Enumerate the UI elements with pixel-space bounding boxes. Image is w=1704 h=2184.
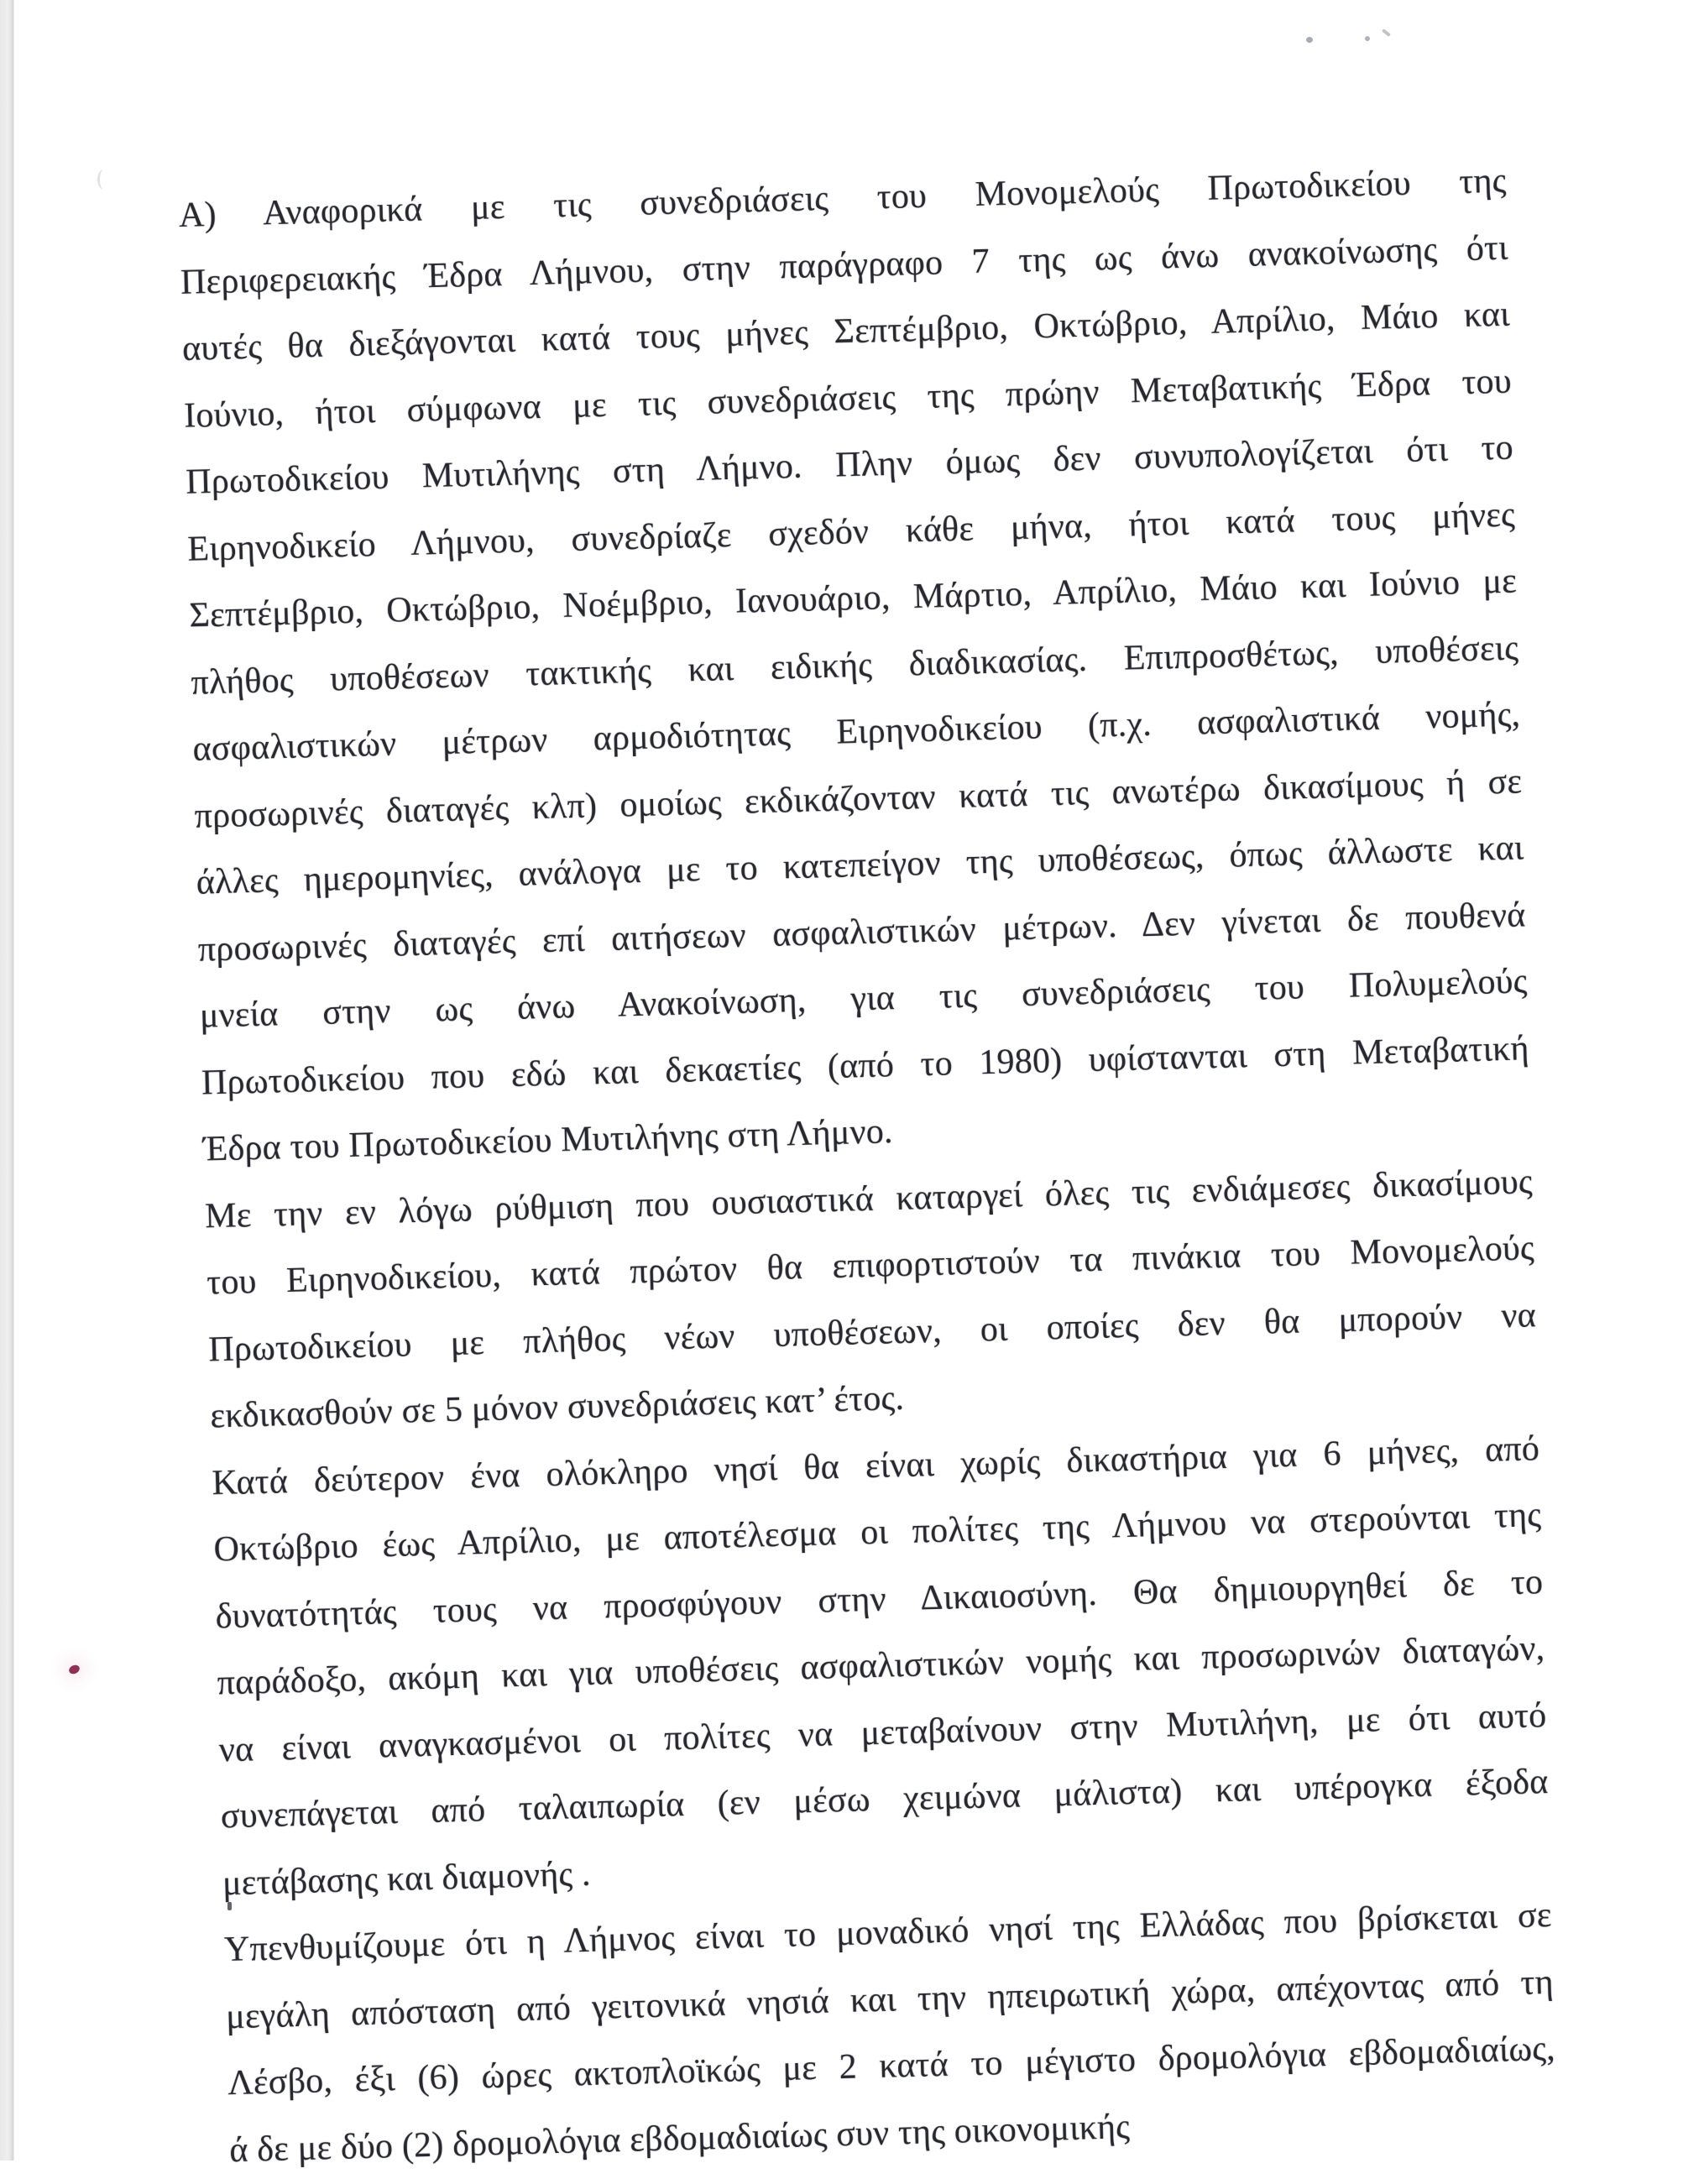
text-line: άλλες ημερομηνίες, ανάλογα με το κατεπείγον της υποθέσεως, όπως άλλωστε και [196, 828, 1524, 902]
text-line: εκδικασθούν σε 5 μόνον συνεδριάσεις κατ’ έτος. [209, 1378, 905, 1436]
text-line: να είναι αναγκασμένοι οι πολίτες να μεταβαίνουν στην Μυτιλήνη, με ότι αυτό [218, 1695, 1547, 1769]
toner-speck [1382, 29, 1391, 37]
text-line: μεγάλη απόσταση από γειτονικά νησιά και την ηπειρωτική χώρα, απέχοντας από τη [225, 1962, 1555, 2036]
text-line: Σεπτέμβριο, Οκτώβριο, Νοέμβριο, Ιανουάριο, Μάρτιο, Απρίλιο, Μάιο και Ιούνιο με [188, 562, 1518, 635]
text-line: ά δε με δύο (2) δρομολόγια εβδομαδιαίως συν της οικονομικής [228, 2107, 1131, 2170]
text-line: Κατά δεύτερον ένα ολόκληρο νησί θα είναι χωρίς δικαστήρια για 6 μήνες, από [211, 1429, 1540, 1502]
text-line: Α) Αναφορικά με τις συνεδριάσεις του Μονομελούς Πρωτοδικείου της [178, 161, 1508, 235]
text-line: προσωρινές διαταγές κλπ) ομοίως εκδικάζονταν κατά τις ανωτέρω δικασίμους ή σε [194, 761, 1523, 836]
text-line: αυτές θα διεξάγονται κατά τους μήνες Σεπτέμβριο, Οκτώβριο, Απρίλιο, Μάιο και [181, 295, 1511, 368]
text-line: συνεπάγεται από ταλαιπωρία (εν μέσω χειμώνα μάλιστα) και υπέρογκα έξοδα [220, 1762, 1550, 1837]
faint-scan-mark [97, 170, 110, 190]
toner-speck [1365, 36, 1370, 41]
toner-speck [1306, 37, 1313, 43]
text-line: Με την εν λόγω ρύθμιση που ουσιαστικά καταργεί όλες τις ενδιάμεσες δικασίμους [204, 1162, 1534, 1236]
text-line: προσωρινές διαταγές επί αιτήσεων ασφαλιστικών μέτρων. Δεν γίνεται δε πουθενά [197, 895, 1526, 969]
text-line: μνεία στην ως άνω Ανακοίνωση, για τις συνεδριάσεις του Πολυμελούς [199, 962, 1529, 1036]
text-line: Ειρηνοδικείο Λήμνου, συνεδρίαζε σχεδόν κάθε μήνα, ήτοι κατά τους μήνες [186, 494, 1516, 569]
text-line: Ιούνιο, ήτοι σύμφωνα με τις συνεδριάσεις της πρώην Μεταβατικής Έδρα του [183, 362, 1513, 436]
text-line: Περιφερειακής Έδρα Λήμνου, στην παράγραφο 7 της ως άνω ανακοίνωσης ότι [180, 228, 1509, 302]
text-line: Λέσβο, έξι (6) ώρες ακτοπλοϊκώς με 2 κατά το μέγιστο δρομολόγια εβδομαδιαίως, [227, 2029, 1556, 2103]
text-line: ασφαλιστικών μέτρων αρμοδιότητας Ειρηνοδικείου (π.χ. ασφαλιστικά νομής, [192, 695, 1521, 769]
text-line: Υπενθυμίζουμε ότι η Λήμνος είναι το μοναδικό νησί της Ελλάδας που βρίσκεται σε [223, 1895, 1553, 1970]
text-line: μετάβασης και διαμονής . [222, 1854, 592, 1903]
document-text [178, 149, 1558, 2184]
text-line: του Ειρηνοδικείου, κατά πρώτον θα επιφορτιστούν τα πινάκια του Μονομελούς [206, 1229, 1535, 1303]
text-line: Πρωτοδικείου Μυτιλήνης στη Λήμνο. Πλην όμως δεν συνυπολογίζεται ότι το [185, 428, 1514, 502]
text-line: πλήθος υποθέσεων τακτικής και ειδικής διαδικασίας. Επιπροσθέτως, υποθέσεις [190, 628, 1519, 703]
text-line: Πρωτοδικείου με πλήθος νέων υποθέσεων, οι οποίες δεν θα μπορούν να [207, 1295, 1537, 1370]
text-line: δυνατότητάς τους να προσφύγουν στην Δικαιοσύνη. Θα δημιουργηθεί δε το [215, 1562, 1544, 1636]
text-line: παράδοξο, ακόμη και για υποθέσεις ασφαλιστικών νομής και προσωρινών διαταγών, [217, 1628, 1545, 1703]
red-ink-dot [67, 1664, 81, 1676]
text-line: Πρωτοδικείου που εδώ και δεκαετίες (από το 1980) υφίστανται στη Μεταβατική [201, 1028, 1530, 1103]
text-line: Έδρα του Πρωτοδικείου Μυτιλήνης στη Λήμνο. [202, 1112, 894, 1169]
text-line: Οκτώβριο έως Απρίλιο, με αποτέλεσμα οι πολίτες της Λήμνου να στερούνται της [213, 1496, 1542, 1570]
scanner-edge-shadow [0, 0, 14, 2160]
